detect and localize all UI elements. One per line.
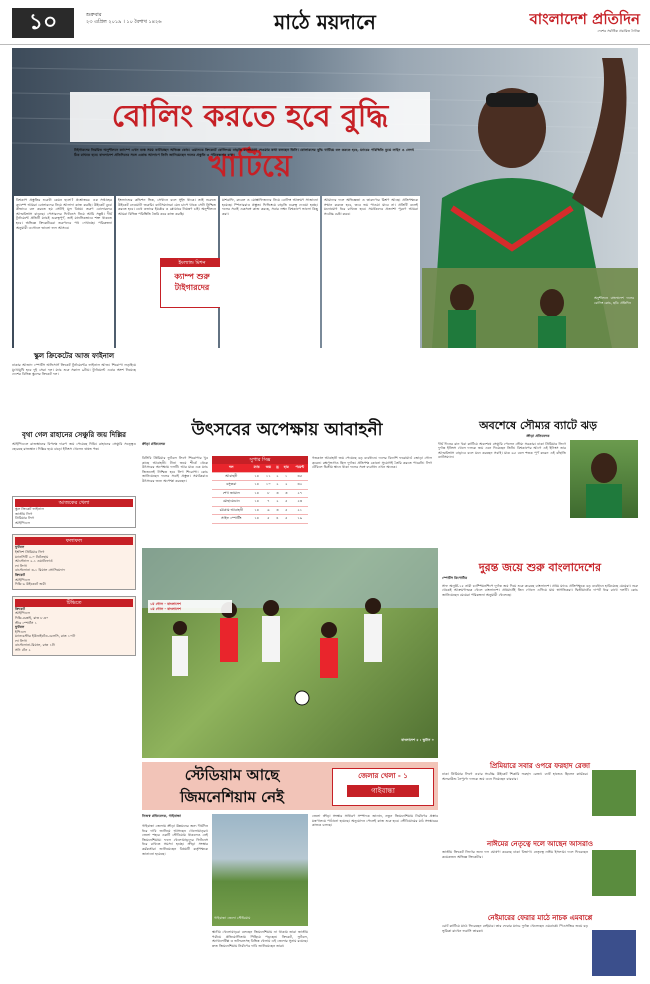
story-title: নেইমারের ফেরার মাঠে নাচক এমবাপ্পে xyxy=(487,914,593,922)
football-body-2: গতকাল আবাহনী জয় পেয়েছে বড় ব্যবধানে। দলের বিদেশি ফরোয়ার্ড জোড়া গোল করেন। রক্ষণভাগও ছিল দুর্দান্ত। প্রতিপক্ষ কোনো সুযোগই তৈরি করতে পারেনি। লিগ টেবিলে দ্বিতীয় স্থানে থাকা দলের সঙ্গে ব্যবধান এখন অনেক। xyxy=(312,456,432,470)
lead-column-3: মাশরাফি, রুবেল ও মোস্তাফিজদের নিয়ে বোলিং আক্রমণ সাজানো হয়েছে। স্পিনাররাও প্রস্তুত। ফিল্ডিংয়ে বাড়তি গুরুত্ব দেওয়া হচ্ছে। দলের সবাই একসঙ্গে কাজ করছে, সবার লক্ষ্য বিশ্বকাপে ভালো কিছু করা। xyxy=(220,196,320,430)
table-cell: ৭ xyxy=(263,498,274,507)
table-cell: ১৯ xyxy=(292,515,309,524)
goal-caption: ১ম গোল - বাংলাদেশ xyxy=(150,602,181,606)
table-cell: ২৩ xyxy=(292,498,309,507)
football-story xyxy=(142,418,432,447)
results-box xyxy=(12,534,136,589)
tv-box xyxy=(12,596,136,656)
results-item: বার্সেলোনা ৩-১ রিয়াল সোসিয়েদাদ xyxy=(15,568,66,573)
player-photo xyxy=(592,770,636,816)
lead-column-1: বিশ্বকাপ প্রস্তুতির শুরুটা কেমন হলো? প্রশ্নোত্তরে: এক সপ্তাহের ক্যাম্পে আমরা বোলারদের নিয়ে আলাদা কাজ করছি। উইকেট বুঝে কীভাবে বল করতে হয় সেটাই মূল বিষয়। তরুণ বোলারদের আত্মবিশ্বাস বাড়ছে। পেসারদের ফিটনেস নিয়ে আমি সন্তুষ্ট। দীর্ঘ টুর্নামেন্টে প্রতিটি ম্যাচই গুরুত্বপূর্ণ, তাই মানসিকভাবে শক্ত থাকতে হবে। অভিজ্ঞ ক্রিকেটাররা তরুণদের পথ দেখাচ্ছে। পরিকল্পনা অনুযায়ী এগোলে ভালো ফল আসবে। xyxy=(14,196,114,430)
table-cell: ৫ xyxy=(281,498,292,507)
table-cell: ৫ xyxy=(281,506,292,515)
table-header-cell: পয়েন্ট xyxy=(292,464,309,472)
soumya-byline: ক্রীড়া প্রতিবেদক xyxy=(526,434,550,438)
table-cell: ৬ xyxy=(263,506,274,515)
story-body: চোট কাটিয়ে মাঠে ফিরেছেন নেইমার। তার ফেরার ম্যাচে দুর্দান্ত খেলেছেন এমবাপ্পে। পিএসজির জয়ে বড় ভূমিকা রাখেন ফরাসি তারকা। xyxy=(442,924,588,933)
table-row xyxy=(212,472,308,481)
table-row xyxy=(212,489,308,498)
results-item: আর্সেনাল ২-১ ওয়াটফোর্ড xyxy=(15,559,53,564)
table-cell: ২ xyxy=(281,481,292,490)
series-label: জেলার খেলা - ১ xyxy=(358,772,408,780)
story-title: নাঈমের নেতৃত্বে দলে আছেন আসরাও xyxy=(486,840,594,848)
tv-item: লা লিগা xyxy=(15,638,27,643)
story-body: ঢাকার আজাদ স্পোর্টস অফিসার্স ক্রিকেট টুর্নামেন্টের ফাইনাল আজ। শিরোপা লড়াইয়ে মুখোমুখি হবে দুই সেরা দল। ম্যাচ শুরু সকাল ৯টায়। টুর্নামেন্টে এবার অংশ নিয়েছে দেশের বিভিন্ন স্কুলের ক্রিকেট দল। xyxy=(12,363,136,377)
tv-item: স্টার স্পোর্টস ১ xyxy=(15,620,37,625)
results-item: ইংলিশ প্রিমিয়ার লিগ xyxy=(15,549,45,554)
issue-date: ২৩ এপ্রিল ২০১৯ । ১০ বৈশাখ ১৪২৬ xyxy=(86,19,162,25)
women-football-headline: দুরন্ত জয়ে শুরু বাংলাদেশের xyxy=(478,561,602,574)
lead-photo-caption: অনুশীলনে বাংলাদেশ দলের বোলিং কোচ, ছবি: প্রতিদিন xyxy=(594,296,634,305)
table-cell: মোহামেডান xyxy=(212,498,251,507)
table-cell: ১১ xyxy=(263,472,274,481)
today-games-title: আজকের খেলা xyxy=(15,499,133,507)
table-cell: ২ xyxy=(274,481,281,490)
table-cell: ৩ xyxy=(274,489,281,498)
stadium-photo-caption: গাইবান্ধা জেলা স্টেডিয়াম xyxy=(214,916,251,920)
story-body: জাতীয় ক্রিকেট লিগের জন্য দল ঘোষণা করেছে ঢাকা বিভাগ। নেতৃত্বে নাঈম ইসলাম। দলে ফিরেছেন কয়েকজন অভিজ্ঞ ক্রিকেটার। xyxy=(442,850,588,859)
stadium-photo xyxy=(212,814,308,926)
tv-item: দিল্লি-চেন্নাই, রাত ৮.৩০ xyxy=(15,615,49,620)
stadium-byline: নিজস্ব প্রতিবেদক, গাইবান্ধা xyxy=(142,814,181,818)
results-item: ফুটবল xyxy=(15,545,25,550)
football-headline: উৎসবের অপেক্ষায় আবাহনী xyxy=(191,420,383,440)
table-cell: ৪ xyxy=(274,515,281,524)
women-football-story xyxy=(442,560,638,688)
table-cell: ১৪ xyxy=(251,506,263,515)
table-header-cell: ম্যাচ xyxy=(251,464,263,472)
stadium-title-1: স্টেডিয়াম আছে xyxy=(184,766,280,784)
today-games-item: প্রিমিয়ার লিগ xyxy=(15,516,35,521)
series-number: ১ xyxy=(403,772,408,780)
batsman-icon xyxy=(570,440,638,518)
tv-item: ফুটবল xyxy=(15,625,25,630)
table-cell: ৫ xyxy=(263,515,274,524)
goal-caption: ২য় গোল - বাংলাদেশ xyxy=(150,606,181,611)
stadium-title-2: জিমনেশিয়াম নেই xyxy=(180,788,284,806)
football-byline: ক্রীড়া প্রতিবেদক xyxy=(142,442,166,446)
table-header-cell: হার xyxy=(281,464,292,472)
table-row xyxy=(212,515,308,524)
table-cell: ৩২ xyxy=(292,481,309,490)
lead-headline: বোলিং করতে হবে বুদ্ধি খাটিয়ে xyxy=(70,92,430,142)
soumya-headline: অবশেষে সৌম্যর ব্যাটে ঝড় xyxy=(479,419,597,432)
series-name: জেলার খেলা xyxy=(358,772,396,780)
today-games-item: জাতীয় লিগ xyxy=(15,511,33,516)
stadium-body-1: গাইবান্ধা জেলায় ক্রীড়া উন্নয়নের জন্য দীর্ঘদিন ধরে দাবি জানিয়ে আসছেন খেলোয়াড়রা। জেলা শহরে একটি স্টেডিয়াম থাকলেও নেই জিমনেশিয়াম। ফলে খেলোয়াড়দের ফিটনেস ধরে রাখতে সমস্যা হচ্ছে। ক্রীড়া সংস্থার কর্মকর্তারা জানিয়েছেন বিষয়টি কর্তৃপক্ষকে জানানো হয়েছে। xyxy=(142,824,208,856)
table-cell: ১৪ xyxy=(251,472,263,481)
tv-item: সনি টেন ২ xyxy=(15,648,31,653)
story-body: আইপিএলে রাজস্থানের বিপক্ষে দারুণ জয় পেয়েছে দিল্লি। রাহানের সেঞ্চুরি সত্ত্বেও হেরেছে রাজস্থান। দিল্লির হয়ে ঝড়ো ইনিংস খেলেন ঋষভ পন্ত। xyxy=(12,442,136,451)
table-cell: ১ xyxy=(281,472,292,481)
table-row xyxy=(212,506,308,515)
table-cell: শেখ জামাল xyxy=(212,489,251,498)
tv-item: ম্যানচেস্টার ইউনাইটেড-চেলসি, রাত ১০টা xyxy=(15,634,76,639)
women-football-body: সাফ অনূর্ধ্ব-১৫ নারী চ্যাম্পিয়নশিপে দুর্দান্ত জয় দিয়ে শুরু করেছে বাংলাদেশ। প্রথম ম্যাচে প্রতিপক্ষকে বড় ব্যবধানে হারিয়েছে মেয়েরা। শুরু থেকেই আক্রমণাত্মক খেলে বাংলাদেশ। প্রথমার্ধেই তিন গোলে এগিয়ে যায় স্বাগতিকরা। দ্বিতীয়ার্ধেও দাপট ধরে রাখে দলটি। কোচ জানিয়েছেন মেয়েরা পরিকল্পনা অনুযায়ী খেলেছে। xyxy=(442,583,638,597)
table-header-cell: ড্র xyxy=(274,464,281,472)
logo-text: বাংলাদেশ প্রতিদিন xyxy=(529,10,640,28)
player-photo xyxy=(592,930,636,976)
left-column xyxy=(12,352,136,984)
stadium-title-box xyxy=(142,762,438,810)
table-header-row xyxy=(212,464,308,472)
story-title: স্কুল ক্রিকেটের আজ ফাইনাল xyxy=(33,352,115,360)
table-cell: ৩ xyxy=(281,489,292,498)
women-football-byline: স্পোর্টস রিপোর্টার xyxy=(442,576,468,580)
table-cell: ২ xyxy=(274,498,281,507)
tv-title: টিভিতে xyxy=(15,599,133,607)
table-cell: ২ xyxy=(274,472,281,481)
camp-box-title: ক্যাম্প শুরু টাইগারদের xyxy=(174,272,210,292)
results-item: লা লিগা xyxy=(15,563,27,568)
story-body: ঢাকা প্রিমিয়ার লিগে এবার সর্বোচ্চ উইকেট শিকারি ফরহাদ রেজা। ব্যাট হাতেও ছিলেন কার্যকর। অলরাউন্ড নৈপুণ্যে দলকে জয় এনে দিয়েছেন বারবার। xyxy=(442,772,588,781)
camp-box xyxy=(160,258,224,308)
table-cell: ১৪ xyxy=(251,481,263,490)
results-item: দিল্লি ৬ উইকেটে জয়ী xyxy=(15,582,46,587)
ball-icon xyxy=(295,691,309,705)
table-cell: ১৪ xyxy=(251,498,263,507)
today-games-box xyxy=(12,496,136,528)
standings-table xyxy=(212,464,308,524)
lead-column-4: আমাদের দলে অভিজ্ঞতা ও তারুণ্যের মিশ্রণ আছে। প্রতিপক্ষকে সম্মান করতে হবে, তবে ভয় পাওয়া যাবে না। প্রতিটি বলেই মনোযোগ ধরে রাখতে হবে। সমর্থকদের প্রত্যাশা পূরণে আমরা সর্বোচ্চ চেষ্টা করব। xyxy=(322,196,420,430)
player-photo xyxy=(592,850,636,896)
match-score: বাংলাদেশ ৫ : ভুটান ০ xyxy=(401,738,434,742)
football-body-1: বিসিবি প্রিমিয়ার ফুটবল লিগে শিরোপার খুব কাছে আবাহনী। টানা জয়ে শীর্ষে থেকে উৎসবের অপেক্ষায় দলটি। আর মাত্র এক ম্যাচ জিতলেই নিশ্চিত হবে লিগ শিরোপা। কোচ জানিয়েছেন দলের সবাই প্রস্তুত। সমর্থকরাও উৎসবের জন্য অপেক্ষা করছেন। xyxy=(142,456,208,483)
lead-intro: টাইগারদের নিয়মিত অনুশীলনে ক্যাম্পে এখন ব্যস্ত সময় কাটাচ্ছেন অভিজ্ঞ কোচ। ওয়ানডে ক্রিকেটে বোলিংয়ে বাড়তি মনোযোগ দেওয়ার কথা বলছেন তিনি। বোলারদের বুদ্ধি খাটিয়ে বল করতে হবে, ম্যাচের পরিস্থিতি বুঝে লাইন ও লেংথ ঠিক রাখতে হবে। বাংলাদেশ প্রতিদিনের সঙ্গে একান্ত আলাপে তিনি জানিয়েছেন দলের প্রস্তুতি ও পরিকল্পনার কথা। xyxy=(74,148,414,157)
stadium-body-3: জেলা ক্রীড়া সংস্থার সাধারণ সম্পাদক জানান, নতুন জিমনেশিয়াম নির্মাণের প্রস্তাব মন্ত্রণালয়ে পাঠানো হয়েছে। অনুমোদন পেলেই কাজ শুরু হবে। স্টেডিয়ামের মাঠ সংস্কারের কাজও চলছে। xyxy=(312,814,438,828)
results-item: আইপিএল xyxy=(15,577,30,582)
football-match-photo xyxy=(142,548,438,758)
table-cell: ৮ xyxy=(263,489,274,498)
tv-item: আইপিএল xyxy=(15,611,30,616)
table-cell: চট্টগ্রাম আবাহনী xyxy=(212,506,251,515)
results-title: ফলাফল xyxy=(15,537,133,545)
tv-item: ইপিএল xyxy=(15,629,26,634)
soumya-photo xyxy=(570,440,638,518)
table-header-cell: দল xyxy=(212,464,251,472)
table-cell: আবাহনী xyxy=(212,472,251,481)
super-six-table xyxy=(212,456,308,524)
table-cell: ১৪ xyxy=(251,515,263,524)
lead-column-2: ইংল্যান্ডের কন্ডিশন ভিন্ন, সেখানে বলে সুইং থাকে। তাই শুরুতে উইকেট নেওয়াটা জরুরি। ব্যাটসম্যানরা যেন চাপে থাকে সেটা নিশ্চিত করতে হবে। ডেথ ওভারে ইয়র্কার ও স্লোয়ারে নিয়ন্ত্রণ চাই। অনুশীলনে আমরা বিভিন্ন পরিস্থিতি তৈরি করে কাজ করছি। xyxy=(116,196,218,430)
soumya-body: দীর্ঘ দিনের রান খরা কাটিয়ে অবশেষে সেঞ্চুরি পেলেন সৌম্য সরকার। ঢাকা প্রিমিয়ার লিগে দুর্দান্ত ইনিংস খেলে দলকে জয় এনে দিয়েছেন তিনি। বিশ্বকাপের আগে এই ইনিংস তার আত্মবিশ্বাস বাড়াবে বলে মনে করছেন সবাই। মাত্র ৬৫ বলে শতক পূর্ণ করেন এই বাঁহাতি ব্যাটসম্যান। xyxy=(438,441,566,460)
district-name: গাইবান্ধা xyxy=(347,785,419,797)
football-players xyxy=(142,548,438,758)
newspaper-logo xyxy=(498,8,640,36)
table-cell: সাইফ স্পোর্টিং xyxy=(212,515,251,524)
page-number: ১০ xyxy=(12,8,74,38)
goal-caption-box xyxy=(148,600,232,613)
table-cell: ১৪ xyxy=(251,489,263,498)
table-cell: ৫ xyxy=(281,515,292,524)
page-header xyxy=(0,0,650,45)
table-cell: ৩৫ xyxy=(292,472,309,481)
table-cell: ৩ xyxy=(274,506,281,515)
results-item: ক্রিকেট xyxy=(15,572,25,577)
tv-item: ক্রিকেট xyxy=(15,606,25,611)
story-title: বৃথা গেল রাহানের সেঞ্চুরি জয় দিল্লির xyxy=(21,431,127,439)
table-cell: বসুন্ধরা xyxy=(212,481,251,490)
stadium-body-2: স্থানীয় খেলোয়াড়রা বলছেন জিমনেশিয়াম না থাকায় তারা জাতীয় পর্যায়ে প্রতিযোগিতায় পিছিয়ে পড়ছেন। ক্রিকেট, ফুটবল, অ্যাথলেটিক্স ও ভলিবলসহ বিভিন্ন খেলায় এই জেলার সুনাম রয়েছে। দ্রুত জিমনেশিয়াম নির্মাণের দাবি জানিয়েছেন তারা। xyxy=(212,930,308,948)
logo-tagline: দেশের সর্বাধিক প্রচারিত দৈনিক xyxy=(597,29,640,33)
table-title: সুপার সিক্স xyxy=(212,456,308,464)
dateline xyxy=(86,12,162,26)
table-cell: ১০ xyxy=(263,481,274,490)
tv-item: বার্সেলোনা-রিয়াল, রাত ১টা xyxy=(15,643,55,648)
table-cell: ২৭ xyxy=(292,489,309,498)
section-title: মাঠে ময়দানে xyxy=(274,10,376,34)
camp-box-label: ইংল্যান্ড মিশন xyxy=(161,259,223,267)
story-title: প্রিমিয়ারে সবার ওপরে ফরহাদ রেজা xyxy=(490,762,590,770)
today-games-item: স্কুল ক্রিকেট ফাইনাল xyxy=(15,507,44,511)
today-games-item: আইপিএল xyxy=(15,520,30,525)
table-row xyxy=(212,498,308,507)
table-cell: ২১ xyxy=(292,506,309,515)
table-header-cell: জয় xyxy=(263,464,274,472)
issue-day: শুক্রবার xyxy=(86,12,102,18)
results-item: ম্যানসিটি ২-০ টটেনহাম xyxy=(15,554,49,559)
table-row xyxy=(212,481,308,490)
district-series-box xyxy=(332,768,434,806)
